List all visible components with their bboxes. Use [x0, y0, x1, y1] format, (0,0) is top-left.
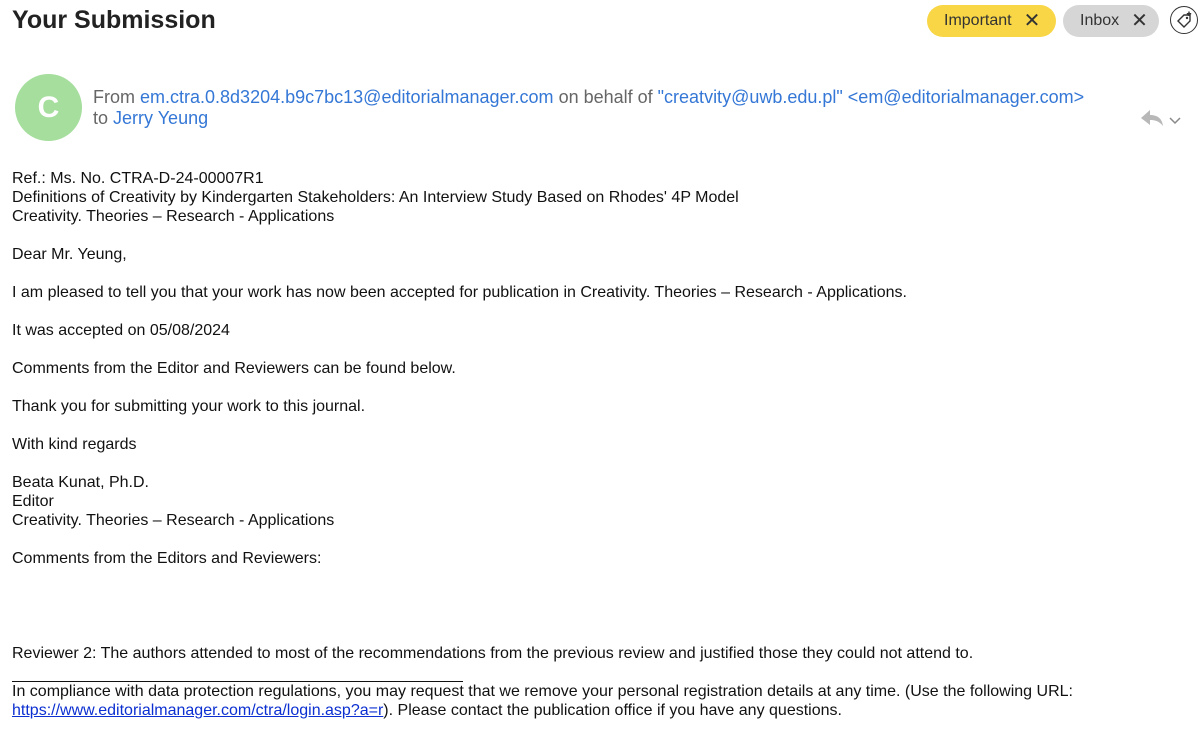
compliance-end-text: ). Please contact the publication office if you have any questions.	[383, 702, 842, 719]
ref-line: Ref.: Ms. No. CTRA-D-24-00007R1	[12, 170, 264, 187]
regards-line: With kind regards	[12, 436, 137, 453]
comments-note: Comments from the Editor and Reviewers can be found below.	[12, 360, 456, 377]
signer-journal: Creativity. Theories – Research - Applications	[12, 512, 335, 529]
reply-options-chevron-icon[interactable]	[1169, 112, 1181, 130]
label-important-text: Important	[944, 12, 1012, 29]
from-prefix: From	[93, 87, 135, 107]
reply-controls	[1140, 108, 1181, 133]
behalf-address[interactable]: "creatvity@uwb.edu.pl" <em@editorialmanager.com>	[657, 87, 1085, 107]
label-important[interactable]	[927, 5, 1056, 37]
reviewer-2-comment: Reviewer 2: The authors attended to most of the recommendations from the previous review and justified those they could not attend to.	[12, 645, 974, 662]
to-prefix: to	[93, 108, 109, 128]
acceptance-message: I am pleased to tell you that your work has now been accepted for publication in Creativity. Theories – Research - Applications.	[12, 284, 907, 301]
journal-name: Creativity. Theories – Research - Applications	[12, 208, 335, 225]
compliance-notice	[12, 682, 1192, 720]
recipient-name[interactable]: Jerry Yeung	[113, 108, 209, 128]
signer-name: Beata Kunat, Ph.D.	[12, 474, 149, 491]
compliance-text: In compliance with data protection regulations, you may request that we remove your personal registration details at any time. (Use the following URL:	[12, 683, 1073, 700]
on-behalf-text: on behalf of	[558, 87, 653, 107]
from-address[interactable]: em.ctra.0.8d3204.b9c7bc13@editorialmanager.com	[140, 87, 554, 107]
reply-icon[interactable]	[1140, 108, 1164, 133]
sender-info	[93, 87, 1084, 129]
signer-role: Editor	[12, 493, 54, 510]
remove-label-important-icon[interactable]: ✕	[1023, 10, 1041, 32]
paper-title: Definitions of Creativity by Kindergarten Stakeholders: An Interview Study Based on Rhodes' 4P Model	[12, 189, 739, 206]
remove-details-link[interactable]: https://www.editorialmanager.com/ctra/login.asp?a=r	[12, 702, 384, 719]
sender-avatar: C	[15, 74, 82, 141]
comments-header: Comments from the Editors and Reviewers:	[12, 550, 322, 567]
acceptance-date: It was accepted on 05/08/2024	[12, 322, 230, 339]
email-subject: Your Submission	[12, 6, 216, 34]
thanks-line: Thank you for submitting your work to this journal.	[12, 398, 366, 415]
greeting: Dear Mr. Yeung,	[12, 246, 127, 263]
email-body	[12, 169, 1192, 720]
label-inbox[interactable]	[1063, 5, 1159, 37]
divider-line	[12, 663, 463, 682]
label-inbox-text: Inbox	[1080, 12, 1120, 29]
add-label-icon[interactable]	[1170, 6, 1198, 34]
remove-label-inbox-icon[interactable]: ✕	[1131, 10, 1148, 32]
